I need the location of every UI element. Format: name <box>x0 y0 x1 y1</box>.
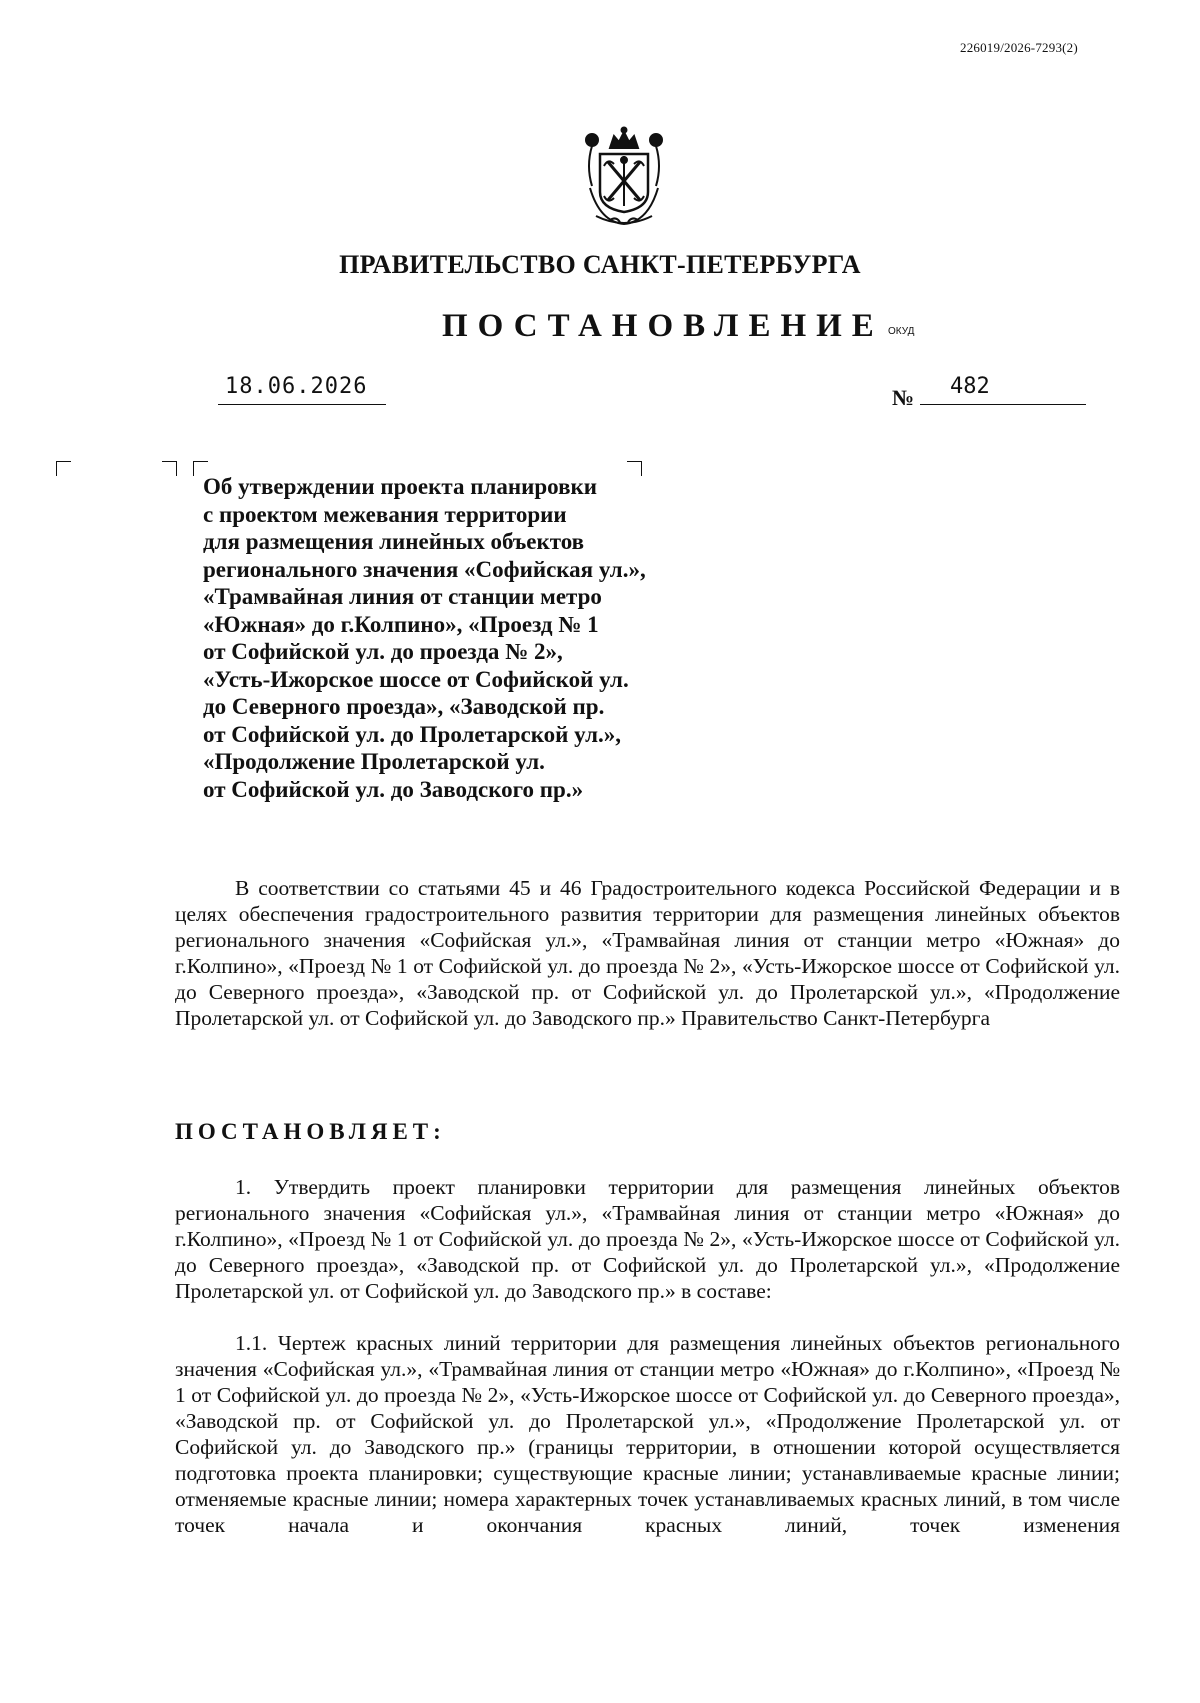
document-subject <box>203 473 683 803</box>
clause-1-paragraph: 1. Утвердить проект планировки территории для размещения линейных объектов регионального значения «Софийская ул.», «Трамвайная линия от станции метро «Южная» до г.Колпино», «Проезд № 1 от Софийской ул. до проезда № 2», «Усть-Ижорское шоссе от Софийской ул. до Северного проезда», «Заводской пр. от Софийской ул. до Пролетарской ул.», «Продолжение Пролетарской ул. от Софийской ул. до Заводского пр.» в составе: <box>175 1175 1120 1303</box>
subject-line: от Софийской ул. до Заводского пр.» <box>203 776 584 802</box>
subject-line: от Софийской ул. до Пролетарской ул.», <box>203 721 621 747</box>
subject-line: от Софийской ул. до проезда № 2», <box>203 639 563 664</box>
issuer-title: ПРАВИТЕЛЬСТВО САНКТ-ПЕТЕРБУРГА <box>339 250 861 279</box>
subject-line: регионального значения «Софийская ул.», <box>203 556 646 582</box>
subject-line: «Усть-Ижорское шоссе от Софийской ул. <box>203 666 629 692</box>
clause-1-1-paragraph: 1.1. Чертеж красных линий территории для размещения линейных объектов регионального значения «Софийская ул.», «Трамвайная линия от станции метро «Южная» до г.Колпино», «Проезд № 1 от Софийской ул. до проезда № 2», «Усть-Ижорское шоссе от Софийской ул. до Северного проезда», «Заводской пр. от Софийской ул. до Пролетарской ул.», «Продолжение Пролетарской ул. от Софийской ул. до Заводского пр.» (границы территории, в отношении которой осуществляется подготовка проекта планировки; существующие красные линии; устанавливаемые красные линии; отменяемые красные линии; номера характерных точек устанавливаемых красных линий, в том числе точек начала и окончания красных линий, точек изменения <box>175 1331 1120 1537</box>
document-reference-number: 226019/2026-7293(2) <box>960 40 1078 55</box>
subject-corner-mark <box>162 461 177 476</box>
subject-line: «Продолжение Пролетарской ул. <box>203 749 545 774</box>
number-underline <box>920 404 1086 405</box>
resolves-heading: ПОСТАНОВЛЯЕТ: <box>175 1119 446 1144</box>
subject-corner-mark <box>56 461 71 476</box>
subject-line: для размещения линейных объектов <box>203 529 585 554</box>
preamble-paragraph: В соответствии со статьями 45 и 46 Градостроительного кодекса Российской Федерации и в целях обеспечения градостроительного развития территории для размещения линейных объектов регионального значения «Софийская ул.», «Трамвайная линия от станции метро «Южная» до г.Колпино», «Проезд № 1 от Софийской ул. до проезда № 2», «Усть-Ижорское шоссе от Софийской ул. до Северного проезда», «Заводской пр. от Софийской ул. до Пролетарской ул.», «Продолжение Пролетарской ул. от Софийской ул. до Заводского пр.» Правительство Санкт-Петербурга <box>175 876 1120 1030</box>
subject-line: «Трамвайная линия от станции метро <box>203 584 602 609</box>
saint-petersburg-coat-of-arms-icon <box>580 126 668 230</box>
okud-label: ОКУД <box>888 326 915 337</box>
document-date: 18.06.2026 <box>225 374 368 399</box>
document-number: 482 <box>950 374 990 399</box>
subject-line: Об утверждении проекта планировки <box>203 474 598 499</box>
date-underline <box>218 404 386 405</box>
subject-line: «Южная» до г.Колпино», «Проезд № 1 <box>203 611 599 637</box>
subject-line: до Северного проезда», «Заводской пр. <box>203 694 605 719</box>
subject-line: с проектом межевания территории <box>203 501 567 527</box>
number-sign: № <box>892 385 915 410</box>
document-type-heading: ПОСТАНОВЛЕНИЕ <box>442 308 884 344</box>
